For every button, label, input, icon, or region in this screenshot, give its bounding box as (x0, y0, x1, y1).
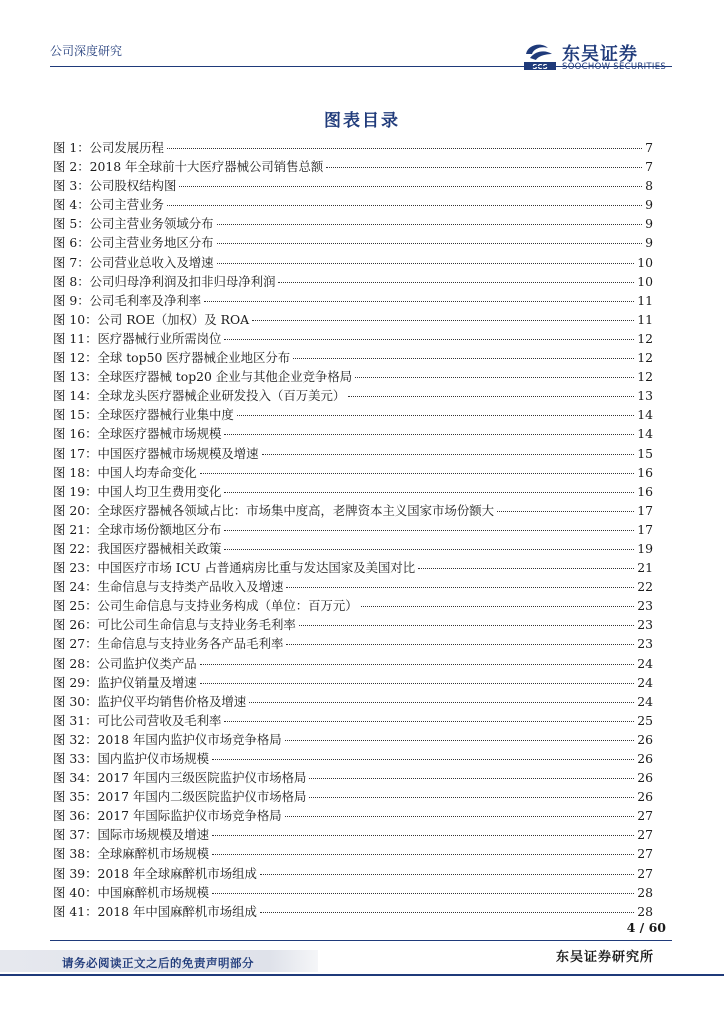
toc-item-leader (217, 262, 635, 264)
toc-item[interactable] (53, 348, 653, 367)
toc-item[interactable] (53, 883, 653, 902)
toc-item[interactable] (53, 654, 653, 673)
toc-item-leader (167, 204, 642, 206)
toc-item-page: 23 (637, 598, 653, 614)
toc-item-page: 8 (645, 178, 653, 194)
toc-item[interactable] (53, 444, 653, 463)
toc-item-leader (217, 223, 643, 225)
toc-item-page: 26 (637, 731, 653, 747)
institute-name: 东吴证券研究所 (555, 950, 654, 965)
brand-logo-icon (522, 40, 558, 72)
toc-item-label: 图 25：公司生命信息与支持业务构成（单位：百万元） (53, 598, 358, 614)
toc-item-label: 图 4：公司主营业务 (53, 197, 164, 213)
toc-item-leader (299, 624, 634, 626)
toc-item-page: 27 (637, 827, 653, 843)
toc-item[interactable] (53, 272, 653, 291)
toc-item-page: 9 (645, 235, 653, 251)
toc-item-leader (348, 395, 634, 397)
toc-item[interactable] (53, 768, 653, 787)
toc-item-page: 25 (637, 712, 653, 728)
toc-item[interactable] (53, 615, 653, 634)
toc-item-leader (252, 319, 634, 321)
toc-item[interactable] (53, 825, 653, 844)
toc-item-label: 图 15：全球医疗器械行业集中度 (53, 407, 234, 423)
toc-item-label: 图 11：医疗器械行业所需岗位 (53, 330, 222, 346)
toc-item[interactable] (53, 902, 653, 921)
footer-bottom-line (0, 974, 724, 976)
toc-item-page: 12 (637, 330, 653, 346)
toc-item[interactable] (53, 195, 653, 214)
toc-item-label: 图 22：我国医疗器械相关政策 (53, 540, 222, 556)
toc-item-leader (224, 529, 634, 531)
toc-item-leader (224, 433, 634, 435)
toc-item-leader (204, 300, 634, 302)
toc-item-page: 24 (637, 693, 653, 709)
toc-item-page: 11 (637, 292, 653, 308)
toc-item[interactable] (53, 864, 653, 883)
toc-item-leader (285, 739, 635, 741)
toc-item-leader (286, 643, 634, 645)
disclaimer-text: 请务必阅读正文之后的免责声明部分 (62, 956, 254, 970)
toc-item[interactable] (53, 329, 653, 348)
toc-item-leader (179, 185, 642, 187)
page-number: 4 / 60 (626, 920, 666, 935)
toc-item-page: 9 (645, 197, 653, 213)
toc-item-page: 27 (637, 846, 653, 862)
logo-cn-text: 东吴证券 (562, 44, 638, 65)
toc-item[interactable] (53, 596, 653, 615)
toc-item-page: 15 (637, 445, 653, 461)
toc-item-label: 图 32：2018 年国内监护仪市场竞争格局 (53, 731, 282, 747)
toc-item-label: 图 12：全球 top50 医疗器械企业地区分布 (53, 350, 291, 366)
toc-item-leader (309, 777, 634, 779)
toc-item-label: 图 2：2018 年全球前十大医疗器械公司销售总额 (53, 159, 324, 175)
toc-item[interactable] (53, 214, 653, 233)
toc-item-page: 24 (637, 674, 653, 690)
toc-item-page: 24 (637, 655, 653, 671)
toc-item-page: 26 (637, 751, 653, 766)
toc-item-label: 图 28：公司监护仪类产品 (53, 655, 197, 671)
toc-item-leader (237, 414, 634, 416)
toc-item-label: 图 21：全球市场份额地区分布 (53, 521, 222, 537)
toc-item-page: 11 (637, 311, 653, 327)
header-divider (50, 66, 672, 67)
toc-item-leader (212, 834, 634, 836)
toc-item-label: 图 20：全球医疗器械各领域占比：市场集中度高，老牌资本主义国家市场份额大 (53, 502, 494, 518)
toc-item[interactable] (53, 291, 653, 310)
toc-item-page: 23 (637, 617, 653, 633)
toc-item-page: 27 (637, 865, 653, 881)
toc-item-page: 28 (637, 903, 653, 919)
toc-item[interactable] (53, 692, 653, 711)
toc-item[interactable] (53, 787, 653, 806)
toc-item-page: 23 (637, 636, 653, 652)
toc-item[interactable] (53, 233, 653, 252)
toc-item-leader (293, 357, 634, 359)
toc-item-page: 10 (637, 273, 653, 289)
toc-item-leader (278, 281, 634, 283)
toc-item-leader (200, 663, 635, 665)
toc-item[interactable] (53, 501, 653, 520)
toc-item-page: 28 (637, 884, 653, 900)
toc-item-label: 图 8：公司归母净利润及扣非归母净利润 (53, 273, 276, 289)
section-label: 公司深度研究 (50, 44, 123, 58)
toc-item-leader (224, 720, 634, 722)
toc-item[interactable] (53, 367, 653, 386)
toc-item-leader (167, 147, 642, 149)
toc-item[interactable] (53, 730, 653, 749)
page-title: 图表目录 (324, 111, 400, 131)
toc-item-label: 图 1：公司发展历程 (53, 140, 164, 155)
toc-item-leader (260, 873, 634, 875)
toc-item-page: 17 (637, 521, 653, 537)
toc-item-page: 7 (645, 159, 653, 175)
toc-item[interactable] (53, 157, 653, 176)
toc-item-leader (200, 472, 635, 474)
toc-item[interactable] (53, 138, 653, 157)
toc-item-leader (326, 166, 642, 168)
toc-item-leader (249, 701, 634, 703)
toc-item[interactable] (53, 310, 653, 329)
toc-item-leader (212, 892, 634, 894)
toc-item-page: 7 (645, 140, 653, 155)
toc-item-leader (418, 567, 634, 569)
toc-item[interactable] (53, 634, 653, 653)
toc-item-label: 图 14：全球龙头医疗器械企业研发投入（百万美元） (53, 388, 346, 404)
toc-item[interactable] (53, 386, 653, 405)
toc-item-page: 26 (637, 770, 653, 786)
toc-item-leader (212, 758, 634, 760)
toc-item-leader (309, 796, 634, 798)
toc-item-label: 图 35：2017 年国内二级医院监护仪市场格局 (53, 789, 307, 805)
toc-item-label: 图 26：可比公司生命信息与支持业务毛利率 (53, 617, 296, 633)
toc-item-leader (224, 491, 634, 493)
toc-item-label: 图 27：生命信息与支持业务各产品毛利率 (53, 636, 284, 652)
toc-item[interactable] (53, 424, 653, 443)
toc-item-label: 图 40：中国麻醉机市场规模 (53, 884, 210, 900)
toc-item-label: 图 30：监护仪平均销售价格及增速 (53, 693, 247, 709)
toc-item-leader (286, 586, 634, 588)
toc-item-label: 图 23：中国医疗市场 ICU 占普通病房比重与发达国家及美国对比 (53, 560, 416, 576)
toc-item-page: 12 (637, 369, 653, 385)
toc-item[interactable] (53, 673, 653, 692)
toc-item-page: 12 (637, 350, 653, 366)
toc-item[interactable] (53, 558, 653, 577)
toc-item-label: 图 6：公司主营业务地区分布 (53, 235, 214, 251)
toc-item-label: 图 9：公司毛利率及净利率 (53, 292, 202, 308)
logo-en-text: SOOCHOW SECURITIES (562, 62, 667, 72)
toc-item-label: 图 31：可比公司营收及毛利率 (53, 712, 222, 728)
toc-item-label: 图 37：国际市场规模及增速 (53, 827, 210, 843)
toc-item[interactable] (53, 749, 653, 768)
toc-item[interactable] (53, 520, 653, 539)
toc-item-page: 14 (637, 407, 653, 423)
toc-item[interactable] (53, 806, 653, 825)
toc-item-label: 图 36：2017 年国际监护仪市场竞争格局 (53, 808, 282, 824)
toc-item-label: 图 33：国内监护仪市场规模 (53, 751, 210, 766)
toc-item-page: 10 (637, 254, 653, 270)
toc-item[interactable] (53, 482, 653, 501)
toc-item[interactable] (53, 463, 653, 482)
toc-item-leader (224, 338, 634, 340)
toc-item-page: 16 (637, 483, 653, 499)
toc-item[interactable] (53, 539, 653, 558)
toc-item-label: 图 39：2018 年全球麻醉机市场组成 (53, 865, 257, 881)
toc-item-label: 图 3：公司股权结构图 (53, 178, 177, 194)
toc-list (53, 138, 653, 921)
toc-item-label: 图 13：全球医疗器械 top20 企业与其他企业竞争格局 (53, 369, 353, 385)
toc-item-label: 图 38：全球麻醉机市场规模 (53, 846, 210, 862)
toc-item-leader (224, 548, 634, 550)
toc-item-page: 22 (637, 579, 653, 595)
toc-item-label: 图 10：公司 ROE（加权）及 ROA (53, 311, 250, 327)
toc-item[interactable] (53, 405, 653, 424)
toc-item-leader (260, 911, 634, 913)
toc-item-leader (497, 510, 634, 512)
toc-item-label: 图 7：公司营业总收入及增速 (53, 254, 214, 270)
toc-item[interactable] (53, 711, 653, 730)
toc-item-leader (262, 453, 635, 455)
toc-item-label: 图 16：全球医疗器械市场规模 (53, 426, 222, 442)
toc-item[interactable] (53, 844, 653, 863)
toc-item-label: 图 19：中国人均卫生费用变化 (53, 483, 222, 499)
toc-item[interactable] (53, 253, 653, 272)
footer-divider (50, 940, 672, 941)
toc-item-page: 14 (637, 426, 653, 442)
toc-item[interactable] (53, 176, 653, 195)
toc-item-leader (200, 682, 635, 684)
toc-item-page: 13 (637, 388, 653, 404)
toc-item-label: 图 5：公司主营业务领域分布 (53, 216, 214, 232)
toc-item-label: 图 29：监护仪销量及增速 (53, 674, 197, 690)
toc-item-page: 27 (637, 808, 653, 824)
toc-item-leader (361, 605, 635, 607)
logo-abbr: SCS (532, 63, 548, 71)
toc-item-leader (285, 815, 635, 817)
toc-item-label: 图 17：中国医疗器械市场规模及增速 (53, 445, 259, 461)
toc-item[interactable] (53, 577, 653, 596)
toc-item-label: 图 41：2018 年中国麻醉机市场组成 (53, 903, 257, 919)
toc-item-leader (217, 242, 643, 244)
toc-item-page: 19 (637, 540, 653, 556)
toc-item-page: 21 (637, 560, 653, 576)
toc-item-leader (355, 376, 634, 378)
toc-item-leader (212, 853, 634, 855)
toc-item-page: 9 (645, 216, 653, 232)
toc-item-page: 17 (637, 502, 653, 518)
toc-item-page: 26 (637, 789, 653, 805)
toc-item-label: 图 18：中国人均寿命变化 (53, 464, 197, 480)
toc-item-page: 16 (637, 464, 653, 480)
toc-item-label: 图 24：生命信息与支持类产品收入及增速 (53, 579, 284, 595)
toc-item-label: 图 34：2017 年国内三级医院监护仪市场格局 (53, 770, 307, 786)
